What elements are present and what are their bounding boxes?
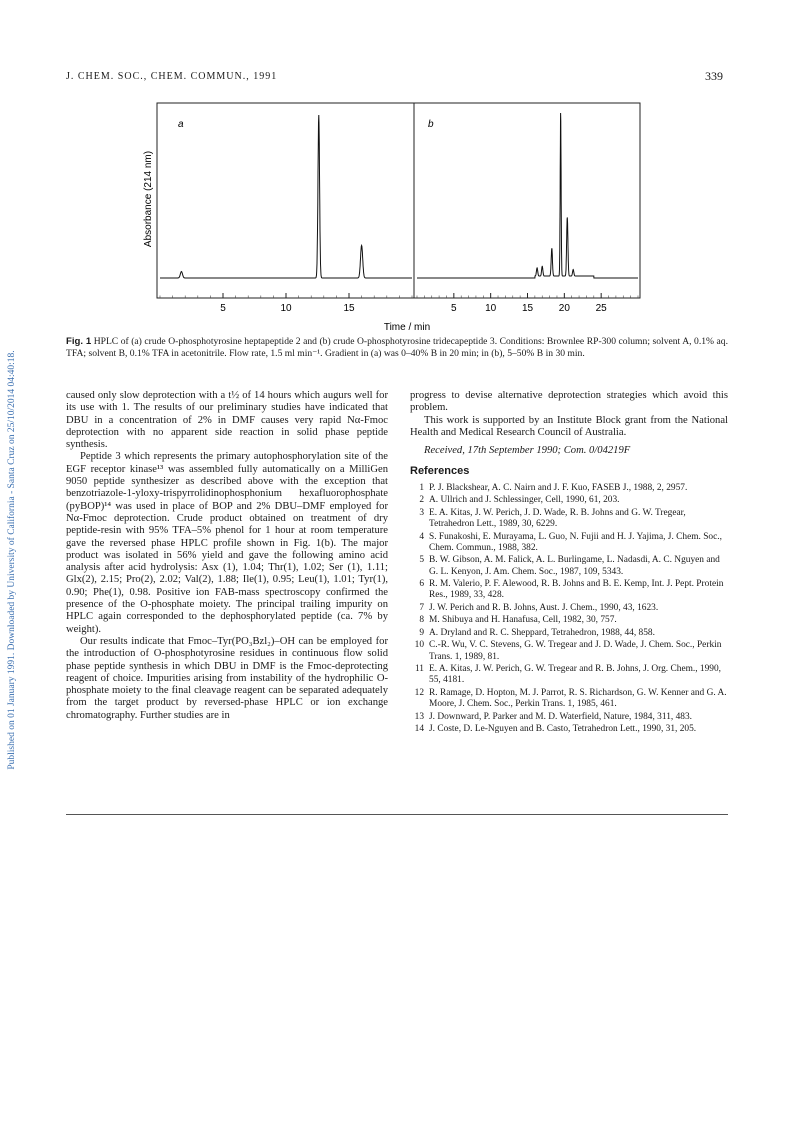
y-axis-label: Absorbance (214 nm) bbox=[143, 150, 154, 248]
reference-item bbox=[410, 508, 728, 531]
reference-item bbox=[410, 688, 728, 711]
figure-frame bbox=[157, 103, 640, 298]
left-paragraph-2: Peptide 3 which represents the primary autophosphorylation site of the EGF receptor kinase¹³ was assembled fully automatically on a MilliGen 9050 peptide synthesizer as described above with the exception that benzotriazole-1-yloxy-trispyrrolidinophosphonium hexafluorophosphate (pyBOP)¹⁴ was used in place of BOP and 2% DBU–DMF employed for Nα-Fmoc deprotection. Crude product obtained on treatment of dry peptide-resin with 95% TFA–5% phenol for 1 hour at room temperature gave the reversed phase HPLC profile shown in Fig. 1(b). The major product was isolated in 56% yield and gave the following amino acid analysis after acid hydrolysis: Asx (1), 1.04; Thr(1), 1.02; Ser (1), 1.11; Glx(2), 2.15; Pro(2), 2.02; Val(2), 1.88; Ile(1), 0.95; Leu(1), 1.01; Tyr(1), 0.90; Phe(1), 0.98. Positive ion FAB-mass spectroscopy confirmed the presence of the O-phosphate moiety. The principal trailing impurity on HPLC again corresponded to the dephosphorylated peptide (ca. 7% by weight). bbox=[66, 451, 388, 635]
reference-text: R. Ramage, D. Hopton, M. J. Parrot, R. S. Richardson, G. W. Kenner and G. A. Moore, J. Chem. Soc., Perkin Trans. 1, 1985, 461. bbox=[429, 687, 727, 710]
reference-number: 1 bbox=[419, 482, 424, 493]
x-tick-label-b: 15 bbox=[521, 303, 534, 314]
x-tick-label-a: 10 bbox=[280, 303, 292, 314]
reference-number: 4 bbox=[419, 531, 424, 542]
chromatogram-trace-b bbox=[417, 113, 638, 278]
reference-item bbox=[410, 495, 728, 506]
reference-text: J. Downward, P. Parker and M. D. Waterfield, Nature, 1984, 311, 483. bbox=[429, 711, 692, 722]
x-tick-label-a: 15 bbox=[343, 303, 355, 314]
reference-number: 13 bbox=[414, 711, 424, 722]
left-paragraph-1: caused only slow deprotection with a t½ of 14 hours which augurs well for its use with 1. The results of our preliminary studies have indicated that DBU in a concentration of 2% in DMF causes very rapid Nα-Fmoc deprotection with no apparent side reaction in solid phase peptide synthesis. bbox=[66, 390, 388, 451]
reference-text: J. Coste, D. Le-Nguyen and B. Casto, Tetrahedron Lett., 1990, 31, 205. bbox=[429, 724, 697, 735]
x-tick-label-a: 5 bbox=[220, 303, 226, 314]
download-note-text: Published on 01 January 1991. Downloaded by University of California - Santa Cruz on 25/10/2014 04:40:18. bbox=[7, 350, 17, 770]
reference-number: 12 bbox=[414, 687, 424, 698]
reference-text: M. Shibuya and H. Hanafusa, Cell, 1982, 30, 757. bbox=[429, 615, 617, 626]
reference-number: 10 bbox=[414, 640, 424, 651]
caption-label: Fig. 1 bbox=[66, 336, 92, 347]
reference-item bbox=[410, 615, 728, 626]
reference-text: R. M. Valerio, P. F. Alewood, R. B. Johns and B. E. Kemp, Int. J. Pept. Protein Res., 1989, 33, 428. bbox=[429, 579, 724, 601]
references-heading: References bbox=[410, 465, 470, 478]
reference-text: A. Ullrich and J. Schlessinger, Cell, 1990, 61, 203. bbox=[429, 495, 620, 506]
reference-number: 3 bbox=[419, 507, 424, 518]
reference-item bbox=[410, 640, 728, 663]
reference-text: P. J. Blackshear, A. C. Nairn and J. F. Kuo, FASEB J., 1988, 2, 2957. bbox=[429, 482, 688, 493]
reference-item bbox=[410, 555, 728, 578]
reference-number: 14 bbox=[414, 724, 424, 735]
reference-text: J. W. Perich and R. B. Johns, Aust. J. Chem., 1990, 43, 1623. bbox=[429, 602, 659, 613]
chromatogram-trace-a bbox=[160, 115, 412, 278]
left-paragraph-3: Our results indicate that Fmoc–Tyr(PO₃Bzl₂)–OH can be employed for the introduction of O-phosphotyrosine residues in continuous flow solid phase peptide synthesis in which DBU in DMF is the Fmoc-deprotecting reagent of choice. Impurities arising from instability of the hydrophilic O-phosphate moiety to the final cleavage reagent can be separated adequately from the target product by reversed-phase HPLC or ion exchange chromatography. Further studies are in bbox=[66, 635, 388, 721]
panel-b-label: b bbox=[428, 119, 434, 130]
x-axis-label: Time / min bbox=[383, 322, 431, 333]
reference-item bbox=[410, 712, 728, 723]
reference-number: 11 bbox=[414, 664, 424, 675]
reference-text: C.-R. Wu, V. C. Stevens, G. W. Tregear and J. D. Wade, J. Chem. Soc., Perkin Trans. 1, 1989, 81. bbox=[429, 640, 722, 662]
reference-number: 9 bbox=[419, 627, 424, 638]
reference-item bbox=[410, 579, 728, 602]
reference-number: 5 bbox=[419, 555, 424, 566]
hplc-figure bbox=[130, 98, 650, 333]
reference-number: 7 bbox=[419, 602, 424, 613]
reference-item bbox=[410, 628, 728, 639]
reference-item bbox=[410, 483, 728, 494]
reference-number: 2 bbox=[419, 495, 424, 506]
page-number: 339 bbox=[705, 69, 723, 83]
reference-number: 6 bbox=[419, 579, 424, 590]
left-column bbox=[66, 390, 388, 722]
download-note[interactable] bbox=[6, 210, 18, 910]
received-line: Received, 17th September 1990; Com. 0/04219F bbox=[424, 445, 631, 457]
reference-item bbox=[410, 603, 728, 614]
figure-caption bbox=[66, 336, 728, 360]
reference-text: E. A. Kitas, J. W. Perich, G. W. Tregear and R. B. Johns, J. Org. Chem., 1990, 55, 4181. bbox=[429, 664, 722, 686]
reference-text: S. Funakoshi, E. Murayama, L. Guo, N. Fujii and H. J. Yajima, J. Chem. Soc., Chem. Commun., 1988, 382. bbox=[429, 531, 722, 553]
right-paragraph-1: progress to devise alternative deprotection strategies which avoid this problem. bbox=[410, 390, 728, 414]
reference-list bbox=[410, 483, 728, 736]
x-tick-label-b: 25 bbox=[595, 303, 607, 314]
bottom-rule bbox=[66, 814, 728, 815]
running-header: J. CHEM. SOC., CHEM. COMMUN., 1991 bbox=[66, 71, 278, 82]
reference-text: A. Dryland and R. C. Sheppard, Tetrahedron, 1988, 44, 858. bbox=[429, 627, 655, 638]
right-column bbox=[410, 390, 728, 737]
reference-item bbox=[410, 724, 728, 735]
reference-text: B. W. Gibson, A. M. Falick, A. L. Burlingame, L. Nadasdi, A. C. Nguyen and G. L. Kenyon, J. Am. Chem. Soc., 1987, 109, 5343. bbox=[429, 555, 720, 577]
x-tick-label-b: 5 bbox=[451, 303, 457, 314]
x-tick-label-b: 10 bbox=[485, 303, 497, 314]
x-tick-label-b: 20 bbox=[558, 303, 570, 314]
reference-text: E. A. Kitas, J. W. Perich, J. D. Wade, R. B. Johns and G. W. Tregear, Tetrahedron Lett., 1989, 30, 6229. bbox=[429, 507, 686, 530]
reference-item bbox=[410, 664, 728, 687]
reference-item bbox=[410, 532, 728, 555]
reference-number: 8 bbox=[419, 615, 424, 626]
acknowledgement: This work is supported by an Institute Block grant from the National Health and Medical Research Council of Australia. bbox=[410, 414, 728, 438]
caption-text: HPLC of (a) crude O-phosphotyrosine heptapeptide 2 and (b) crude O-phosphotyrosine tridecapeptide 3. Conditions: Brownlee RP-300 column; solvent A, 0.1% aq. TFA; solvent B, 0.1% TFA in acetonitrile. Flow rate, 1.5 ml min⁻¹. Gradient in (a) was 0–40% B in 20 min; in (b), 5–50% B in 30 min. bbox=[66, 336, 728, 359]
panel-a-label: a bbox=[178, 119, 184, 130]
